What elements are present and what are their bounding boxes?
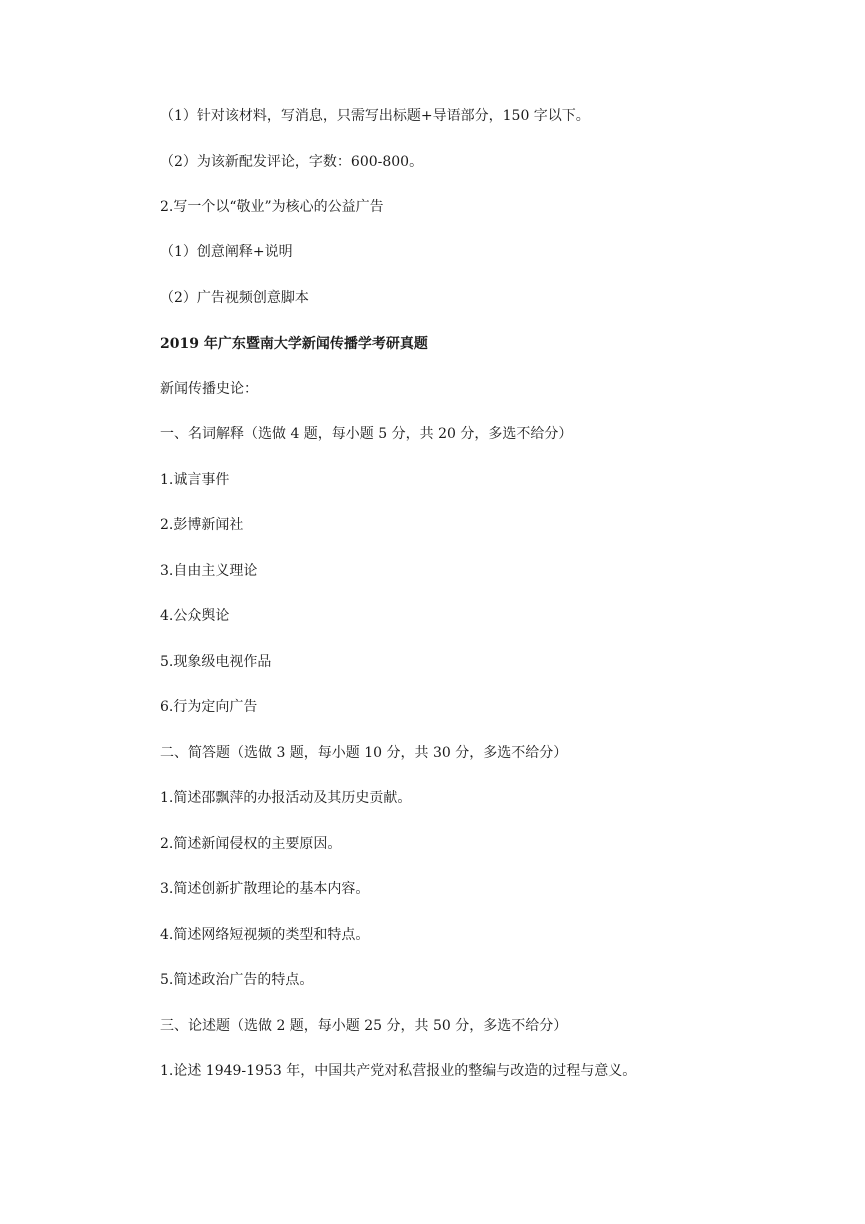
- section-heading: 2019 年广东暨南大学新闻传播学考研真题: [160, 336, 428, 352]
- exam-item-1-1: （1）针对该材料，写消息，只需写出标题+导语部分，150 字以下。: [160, 108, 590, 124]
- list-item: 3.自由主义理论: [160, 563, 258, 579]
- list-item: 4.简述网络短视频的类型和特点。: [160, 927, 370, 943]
- list-item: 2.简述新闻侵权的主要原因。: [160, 836, 342, 852]
- list-item: 1.简述邵飘萍的办报活动及其历史贡献。: [160, 790, 412, 806]
- exam-question-2: 2.写一个以“敬业”为核心的公益广告: [160, 199, 384, 215]
- list-item: 5.现象级电视作品: [160, 654, 272, 670]
- exam-item-2-2: （2）广告视频创意脚本: [160, 290, 309, 306]
- list-item: 6.行为定向广告: [160, 699, 258, 715]
- exam-item-2-1: （1）创意阐释+说明: [160, 244, 293, 260]
- list-item: 3.简述创新扩散理论的基本内容。: [160, 881, 370, 897]
- subject-heading: 新闻传播史论：: [160, 381, 258, 397]
- part-heading-short-answer: 二、简答题（选做 3 题，每小题 10 分，共 30 分，多选不给分）: [160, 745, 568, 761]
- part-heading-essay: 三、论述题（选做 2 题，每小题 25 分，共 50 分，多选不给分）: [160, 1018, 568, 1034]
- exam-item-1-2: （2）为该新配发评论，字数：600-800。: [160, 154, 424, 170]
- list-item: 4.公众舆论: [160, 608, 230, 624]
- list-item: 1.诚言事件: [160, 472, 230, 488]
- part-heading-terms: 一、名词解释（选做 4 题，每小题 5 分，共 20 分，多选不给分）: [160, 426, 573, 442]
- list-item: 1.论述 1949-1953 年，中国共产党对私营报业的整编与改造的过程与意义。: [160, 1063, 637, 1079]
- list-item: 5.简述政治广告的特点。: [160, 972, 314, 988]
- list-item: 2.彭博新闻社: [160, 517, 244, 533]
